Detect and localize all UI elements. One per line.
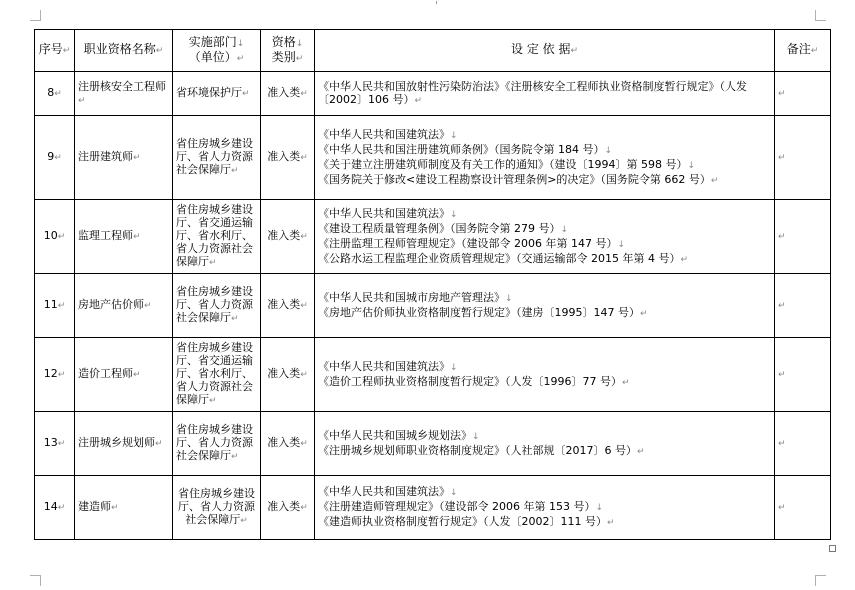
- legal-basis: [315, 200, 775, 274]
- qualification-name: 注册核安全工程师↵: [75, 72, 173, 116]
- basis-line: 《注册建造师管理规定》（建设部令 2006 年第 153 号）↓: [318, 500, 604, 513]
- qualification-name: 注册城乡规划师↵: [75, 412, 173, 476]
- qualification-category: 准入类↵: [261, 338, 315, 412]
- table-row: [35, 274, 831, 338]
- basis-line: 《建造师执业资格制度暂行规定》（人发〔2002〕111 号）↵: [318, 515, 615, 528]
- qualification-name: 注册建筑师↵: [75, 116, 173, 200]
- table-row: [35, 116, 831, 200]
- corner-mark-top-right: [815, 10, 826, 21]
- implementing-department: 省住房城乡建设厅、省交通运输厅、省水利厅、省人力资源社会保障厅↵: [173, 200, 261, 274]
- remarks: ↵: [775, 200, 831, 274]
- table-row: [35, 412, 831, 476]
- basis-line: 《中华人民共和国城市房地产管理法》↓: [318, 290, 513, 304]
- qualification-category: 准入类↵: [261, 116, 315, 200]
- legal-basis: [315, 72, 775, 116]
- corner-mark-bottom-right: [815, 575, 826, 586]
- row-number: 13↵: [35, 412, 75, 476]
- qualification-name: 建造师↵: [75, 476, 173, 540]
- table-row: [35, 338, 831, 412]
- header-category: 资格↓ 类别↵: [261, 30, 315, 72]
- header-basis: 设 定 依 据↵: [315, 30, 775, 72]
- qualification-name: 房地产估价师↵: [75, 274, 173, 338]
- basis-line: 《注册监理工程师管理规定》（建设部令 2006 年第 147 号）↓: [318, 236, 626, 250]
- row-number: 10↵: [35, 200, 75, 274]
- row-number: 11↵: [35, 274, 75, 338]
- basis-line: 《公路水运工程监理企业资质管理规定》（交通运输部令 2015 年第 4 号）↵: [318, 251, 689, 265]
- header-name: 职业资格名称↵: [75, 30, 173, 72]
- basis-line: 《中华人民共和国注册建筑师条例》（国务院令第 184 号）↓: [318, 142, 613, 156]
- qualification-table: [34, 29, 831, 540]
- legal-basis: [315, 412, 775, 476]
- basis-line: 《中华人民共和国城乡规划法》↓: [318, 428, 480, 442]
- table-header-row: [35, 30, 831, 72]
- implementing-department: 省住房城乡建设厅、省人力资源社会保障厅↵: [173, 116, 261, 200]
- implementing-department: 省住房城乡建设厅、省人力资源社会保障厅↵: [173, 476, 261, 540]
- basis-line: 《国务院关于修改<建设工程勘察设计管理条例>的决定》（国务院令第 662 号）↵: [318, 172, 719, 186]
- basis-line: 《中华人民共和国放射性污染防治法》《注册核安全工程师执业资格制度暂行规定》（人发〔2002〕106 号）↵: [318, 79, 747, 106]
- row-number: 8↵: [35, 72, 75, 116]
- table-end-marker: [829, 545, 836, 552]
- remarks: ↵: [775, 72, 831, 116]
- row-number: 9↵: [35, 116, 75, 200]
- corner-mark-top-left: [30, 10, 41, 21]
- table-row: [35, 200, 831, 274]
- basis-line: 《造价工程师执业资格制度暂行规定》（人发〔1996〕77 号）↵: [318, 374, 630, 388]
- remarks: ↵: [775, 412, 831, 476]
- qualification-category: 准入类↵: [261, 274, 315, 338]
- basis-line: 《注册城乡规划师职业资格制度规定》（人社部规〔2017〕6 号）↵: [318, 443, 645, 457]
- legal-basis: [315, 116, 775, 200]
- table-row: [35, 476, 831, 540]
- qualification-category: 准入类↵: [261, 476, 315, 540]
- corner-mark-bottom-left: [30, 575, 41, 586]
- remarks: ↵: [775, 476, 831, 540]
- qualification-name: 监理工程师↵: [75, 200, 173, 274]
- basis-line: 《关于建立注册建筑师制度及有关工作的通知》（建设〔1994〕第 598 号）↓: [318, 157, 696, 171]
- basis-line: 《中华人民共和国建筑法》↓: [318, 359, 458, 373]
- header-note: 备注↵: [775, 30, 831, 72]
- header-no: 序号↵: [35, 30, 75, 72]
- page-top-marker: [436, 1, 437, 4]
- basis-line: 《房地产估价师执业资格制度暂行规定》（建房〔1995〕147 号）↵: [318, 305, 648, 319]
- header-dept: 实施部门↓ （单位）↵: [173, 30, 261, 72]
- row-number: 14↵: [35, 476, 75, 540]
- qualification-category: 准入类↵: [261, 72, 315, 116]
- implementing-department: 省住房城乡建设厅、省人力资源社会保障厅↵: [173, 412, 261, 476]
- basis-line: 《建设工程质量管理条例》（国务院令第 279 号）↓: [318, 221, 569, 235]
- qualification-category: 准入类↵: [261, 200, 315, 274]
- basis-line: 《中华人民共和国建筑法》↓: [318, 485, 458, 498]
- remarks: ↵: [775, 116, 831, 200]
- qualification-category: 准入类↵: [261, 412, 315, 476]
- implementing-department: 省环境保护厅↵: [173, 72, 261, 116]
- remarks: ↵: [775, 274, 831, 338]
- row-number: 12↵: [35, 338, 75, 412]
- basis-line: 《中华人民共和国建筑法》↓: [318, 127, 458, 141]
- remarks: ↵: [775, 338, 831, 412]
- legal-basis: [315, 274, 775, 338]
- basis-line: 《中华人民共和国建筑法》↓: [318, 206, 458, 220]
- implementing-department: 省住房城乡建设厅、省人力资源社会保障厅↵: [173, 274, 261, 338]
- table-row: [35, 72, 831, 116]
- qualification-name: 造价工程师↵: [75, 338, 173, 412]
- legal-basis: [315, 338, 775, 412]
- implementing-department: 省住房城乡建设厅、省交通运输厅、省水利厅、省人力资源社会保障厅↵: [173, 338, 261, 412]
- legal-basis: [315, 476, 775, 540]
